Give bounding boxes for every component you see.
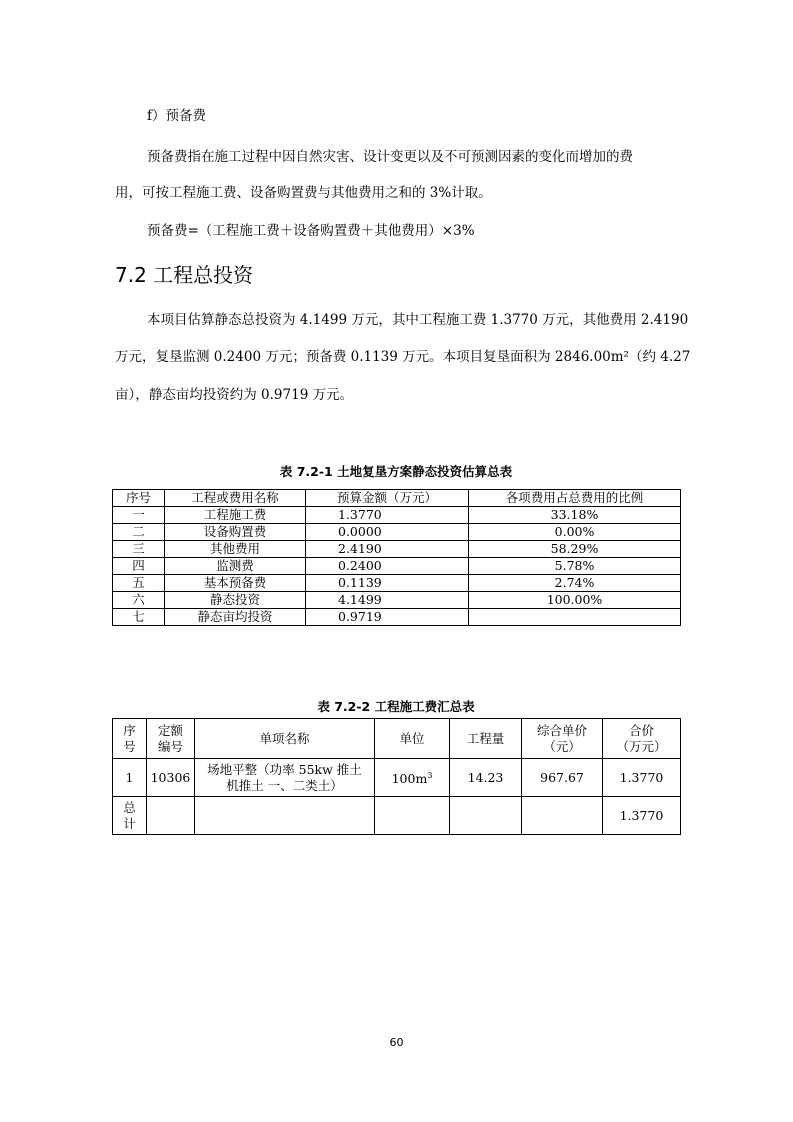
table-row (113, 609, 681, 626)
amount-cell: 2.4190 (306, 541, 469, 558)
table-row (113, 575, 681, 592)
section-f-heading: f）预备费 (147, 108, 206, 124)
unit-cell: $100m^3$ (375, 759, 450, 797)
header-cell: 各项费用占总费用的比例 (469, 490, 681, 507)
seq-cell: 六 (113, 592, 165, 609)
page-number: 60 (389, 1036, 404, 1049)
header-cell: 序号 (113, 490, 165, 507)
header-quota: 定额 编号 (147, 719, 195, 759)
name-cell: 基本预备费 (165, 575, 306, 592)
seq-cell: 五 (113, 575, 165, 592)
name-cell: 其他费用 (165, 541, 306, 558)
total-cell: 1.3770 (603, 759, 681, 797)
table-row (113, 524, 681, 541)
ratio-cell: 33.18% (469, 507, 681, 524)
amount-cell: 0.1139 (306, 575, 469, 592)
table-header-row (113, 490, 681, 507)
section-f-paragraph-line1: 预备费指在施工过程中因自然灾害、设计变更以及不可预测因素的变化而增加的费 (147, 149, 633, 165)
empty-cell (450, 797, 522, 835)
header-total: 合价 （万元） (603, 719, 681, 759)
table-total-row (113, 797, 681, 835)
section-f-paragraph-line2: 用，可按工程施工费、设备购置费与其他费用之和的 3%计取。 (115, 185, 492, 201)
section-7-2-heading: 7.2 工程总投资 (115, 263, 254, 287)
ratio-cell: 100.00% (469, 592, 681, 609)
investment-paragraph-line2: 万元，复垦监测 0.2400 万元；预备费 0.1139 万元。本项目复垦面积为 2846.00m²（约 4.27 (115, 349, 691, 365)
amount-cell: 0.0000 (306, 524, 469, 541)
header-price: 综合单价 （元） (522, 719, 603, 759)
table-header-row (113, 719, 681, 759)
item-cell: 场地平整（功率 55kw 推土 机推土 一、二类土） (195, 759, 375, 797)
quota-cell: 10306 (147, 759, 195, 797)
header-cell: 预算金额（万元） (306, 490, 469, 507)
seq-cell: 四 (113, 558, 165, 575)
header-seq: 序 号 (113, 719, 147, 759)
ratio-cell: 5.78% (469, 558, 681, 575)
name-cell: 监测费 (165, 558, 306, 575)
seq-cell: 二 (113, 524, 165, 541)
qty-cell: 14.23 (450, 759, 522, 797)
investment-paragraph-line1: 本项目估算静态总投资为 4.1499 万元，其中工程施工费 1.3770 万元，其他费用 2.4190 (147, 312, 689, 328)
header-item: 单项名称 (195, 719, 375, 759)
section-f-formula: 预备费=（工程施工费＋设备购置费＋其他费用）×3% (147, 223, 475, 239)
total-label-cell: 总 计 (113, 797, 147, 835)
header-cell: 工程或费用名称 (165, 490, 306, 507)
empty-cell (375, 797, 450, 835)
name-cell: 静态投资 (165, 592, 306, 609)
header-qty: 工程量 (450, 719, 522, 759)
name-cell: 设备购置费 (165, 524, 306, 541)
amount-cell: 4.1499 (306, 592, 469, 609)
name-cell: 工程施工费 (165, 507, 306, 524)
table-row (113, 507, 681, 524)
header-unit: 单位 (375, 719, 450, 759)
ratio-cell: 2.74% (469, 575, 681, 592)
investment-paragraph-line3: 亩），静态亩均投资约为 0.9719 万元。 (115, 387, 354, 403)
empty-cell (522, 797, 603, 835)
empty-cell (195, 797, 375, 835)
seq-cell: 七 (113, 609, 165, 626)
name-cell: 静态亩均投资 (165, 609, 306, 626)
table1-caption: 表 7.2-1 土地复垦方案静态投资估算总表 (279, 464, 513, 479)
seq-cell: 一 (113, 507, 165, 524)
construction-cost-table (112, 718, 681, 835)
seq-cell: 1 (113, 759, 147, 797)
seq-cell: 三 (113, 541, 165, 558)
ratio-cell: 0.00% (469, 524, 681, 541)
table-row (113, 759, 681, 797)
ratio-cell: 58.29% (469, 541, 681, 558)
amount-cell: 0.2400 (306, 558, 469, 575)
table-row (113, 558, 681, 575)
price-cell: 967.67 (522, 759, 603, 797)
table2-caption: 表 7.2-2 工程施工费汇总表 (317, 699, 475, 714)
ratio-cell (469, 609, 681, 626)
amount-cell: 0.9719 (306, 609, 469, 626)
table-row (113, 592, 681, 609)
investment-summary-table (112, 489, 681, 626)
empty-cell (147, 797, 195, 835)
amount-cell: 1.3770 (306, 507, 469, 524)
table-row (113, 541, 681, 558)
grand-total-cell: 1.3770 (603, 797, 681, 835)
